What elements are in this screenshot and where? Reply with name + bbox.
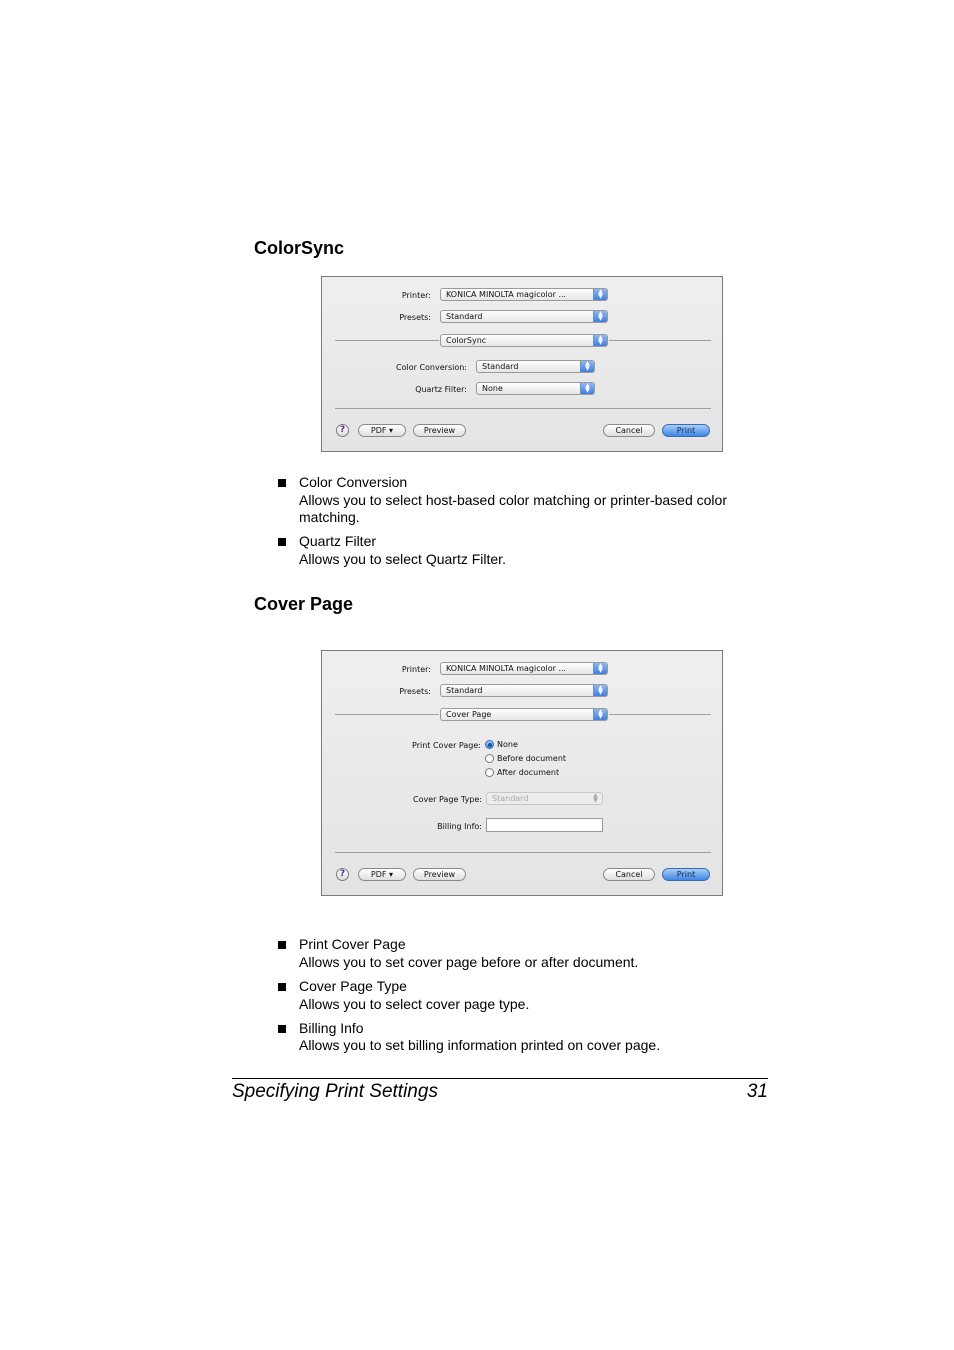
help-icon[interactable]: ?: [336, 424, 349, 437]
bullet-icon: [278, 941, 286, 949]
preview-button[interactable]: Preview: [413, 424, 466, 437]
cover-page-type-value: Standard: [492, 794, 529, 803]
billing-info-field[interactable]: [486, 818, 603, 832]
print-button[interactable]: Print: [662, 424, 710, 437]
presets-popup[interactable]: [440, 310, 608, 323]
presets-popup-value: Standard: [446, 312, 483, 321]
popup-arrows-icon: ▲ ▼: [593, 663, 607, 674]
radio-after-document[interactable]: [485, 768, 494, 777]
popup-arrows-icon: ▲ ▼: [589, 793, 602, 804]
printer-popup-value: KONICA MINOLTA magicolor ...: [446, 290, 567, 299]
popup-arrows-icon: ▲ ▼: [580, 383, 594, 394]
popup-arrows-icon: ▲ ▼: [593, 685, 607, 696]
colorsync-heading: ColorSync: [254, 238, 345, 258]
print-cover-page-label: Print Cover Page:: [412, 741, 481, 750]
divider: [335, 340, 439, 341]
radio-none[interactable]: [485, 740, 494, 749]
quartz-filter-label: Quartz Filter:: [415, 385, 467, 394]
bullet-icon: [278, 1025, 286, 1033]
print-cover-page-desc: Allows you to set cover page before or after document.: [299, 954, 639, 970]
presets-popup[interactable]: [440, 684, 608, 697]
quartz-filter-value: None: [482, 384, 503, 393]
footer-title: Specifying Print Settings: [232, 1081, 438, 1102]
printer-popup[interactable]: [440, 288, 608, 301]
cover-page-heading: Cover Page: [254, 594, 354, 614]
cover-page-print-dialog: [321, 650, 723, 896]
popup-arrows-icon: ▲ ▼: [593, 311, 607, 322]
printer-popup[interactable]: [440, 662, 608, 675]
bullet-icon: [278, 983, 286, 991]
pdf-button[interactable]: PDF ▾: [358, 868, 406, 881]
popup-arrows-icon: ▲ ▼: [580, 361, 594, 372]
color-conversion-popup[interactable]: [476, 360, 595, 373]
color-conversion-label: Color Conversion:: [396, 363, 467, 372]
cover-page-type-desc: Allows you to select cover page type.: [299, 996, 530, 1012]
printer-label: Printer:: [401, 291, 431, 300]
divider: [335, 852, 711, 853]
radio-after-document-label: After document: [497, 768, 560, 777]
print-cover-page-title: Print Cover Page: [299, 936, 406, 952]
quartz-filter-desc: Allows you to select Quartz Filter.: [299, 551, 506, 567]
cancel-button[interactable]: Cancel: [603, 868, 655, 881]
presets-label: Presets:: [399, 313, 431, 322]
help-icon[interactable]: ?: [336, 868, 349, 881]
printer-popup-value: KONICA MINOLTA magicolor ...: [446, 664, 567, 673]
popup-arrows-icon: ▲ ▼: [593, 709, 607, 720]
preview-button[interactable]: Preview: [413, 868, 466, 881]
color-conversion-value: Standard: [482, 362, 519, 371]
cover-page-type-title: Cover Page Type: [299, 978, 407, 994]
cover-page-type-popup[interactable]: [486, 792, 603, 805]
radio-before-document-label: Before document: [497, 754, 567, 763]
pdf-button[interactable]: PDF ▾: [358, 424, 406, 437]
color-conversion-desc-line1: Allows you to select host-based color matching or printer-based color: [299, 492, 727, 508]
radio-none-label: None: [497, 740, 518, 749]
quartz-filter-title: Quartz Filter: [299, 533, 377, 549]
divider: [609, 714, 711, 715]
billing-info-label: Billing Info:: [437, 822, 482, 831]
color-conversion-desc-line2: matching.: [299, 509, 360, 525]
radio-before-document[interactable]: [485, 754, 494, 763]
bullet-icon: [278, 479, 286, 487]
divider: [335, 408, 711, 409]
print-button[interactable]: Print: [662, 868, 710, 881]
billing-info-desc: Allows you to set billing information printed on cover page.: [299, 1037, 661, 1053]
billing-info-title: Billing Info: [299, 1020, 364, 1036]
quartz-filter-popup[interactable]: [476, 382, 595, 395]
popup-arrows-icon: ▲ ▼: [593, 289, 607, 300]
panel-popup-value: ColorSync: [446, 336, 487, 345]
cover-page-type-label: Cover Page Type:: [413, 795, 482, 804]
presets-popup-value: Standard: [446, 686, 483, 695]
printer-label: Printer:: [401, 665, 431, 674]
bullet-icon: [278, 538, 286, 546]
cancel-button[interactable]: Cancel: [603, 424, 655, 437]
panel-popup[interactable]: [440, 708, 608, 721]
divider: [609, 340, 711, 341]
colorsync-print-dialog: [321, 276, 723, 452]
panel-popup-value: Cover Page: [446, 710, 492, 719]
panel-popup[interactable]: [440, 334, 608, 347]
footer-rule: [232, 1078, 768, 1079]
divider: [335, 714, 439, 715]
popup-arrows-icon: ▲ ▼: [593, 335, 607, 346]
presets-label: Presets:: [399, 687, 431, 696]
page-number: 31: [746, 1081, 768, 1102]
color-conversion-title: Color Conversion: [299, 474, 408, 490]
